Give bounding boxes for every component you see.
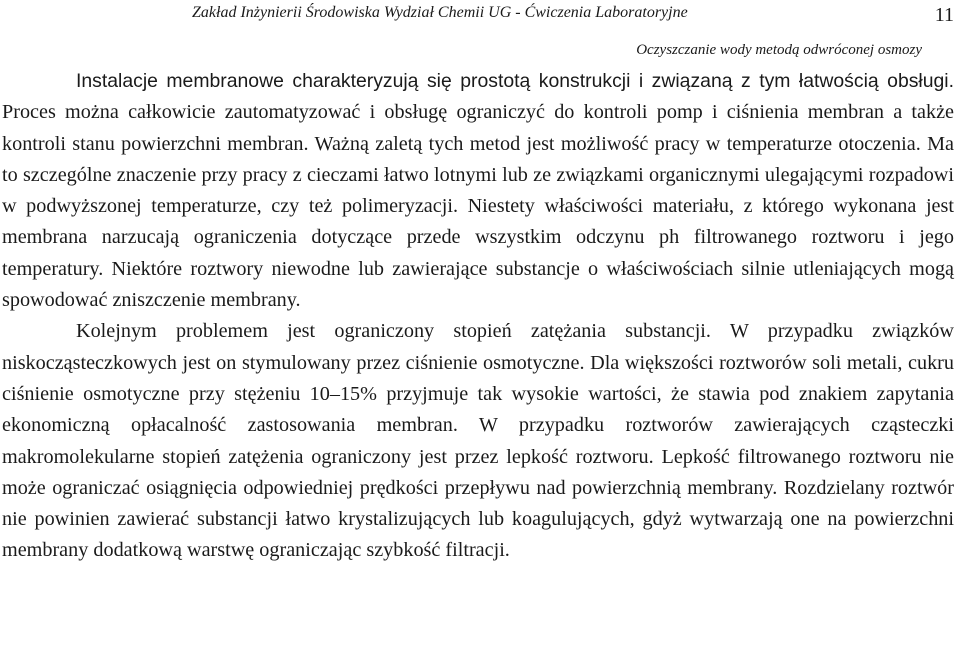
sentence: Proces można całkowicie zautomatyzować i obsługę ograniczyć do kontroli pomp i ciśnienia membran a także kontroli stanu powierzchni membran. (2, 101, 954, 155)
page-number: 11 (934, 4, 954, 26)
sentence: Lepkość filtrowanego roztworu nie może ograniczać osiągnięcia odpowiedniej prędkości przepływu nad powierzchnią membrany. (2, 445, 955, 499)
sentence: Kolejnym problemem jest ograniczony stopień zatężania substancji. (76, 320, 711, 343)
sentence: Dla większości roztworów soli metali, cukru ciśnienie osmotyczne przy stężeniu 10–15% przyjmuje tak wysokie wartości, że stawia pod znakiem zapytania ekonomiczną opłacalność zastosowania membran. (2, 351, 954, 437)
sentence: Niestety właściwości materiału, z którego wykonana jest membrana narzucają ograniczenia dotyczące przede wszystkim odczynu ph filtrowanego roztworu i jego temperatury. (2, 195, 954, 280)
sentence: Niektóre roztwory niewodne lub zawierające substancje o właściwościach silnie utleniających mogą spowodować zniszczenie membrany. (2, 257, 954, 312)
body-text (2, 66, 954, 567)
sentence: Instalacje membranowe charakteryzują się prostotą konstrukcji i związaną z tym łatwością obsługi. (76, 70, 954, 92)
sentence: Ważną zaletą tych metod jest możliwość pracy w temperaturze otoczenia. (308, 132, 921, 155)
paragraph-1 (2, 66, 954, 316)
sentence: Rozdzielany roztwór nie powinien zawierać substancji łatwo krystalizujących lub koagulujących, gdyż wytwarzają one na powierzchni membrany dodatkową warstwę ograniczając szybkość filtracji. (2, 476, 954, 562)
sentence: W przypadku roztworów zawierających cząsteczki makromolekularne stopień zatężenia ograniczony jest przez lepkość roztworu. (2, 414, 954, 468)
sentence: W przypadku związków niskocząsteczkowych jest on stymulowany przez ciśnienie osmotyczne. (2, 320, 954, 374)
paragraph-2 (2, 316, 954, 566)
section-header-title: Oczyszczanie wody metodą odwróconej osmozy (636, 42, 922, 58)
sentence: Ma to szczególne znaczenie przy pracy z cieczami łatwo lotnymi lub ze związkami organicznymi ulegającymi rozpadowi w podwyższonej temperaturze, czy też polimeryzacji. (2, 132, 954, 218)
running-header-title: Zakład Inżynierii Środowiska Wydział Chemii UG - Ćwiczenia Laboratoryjne (192, 4, 688, 21)
